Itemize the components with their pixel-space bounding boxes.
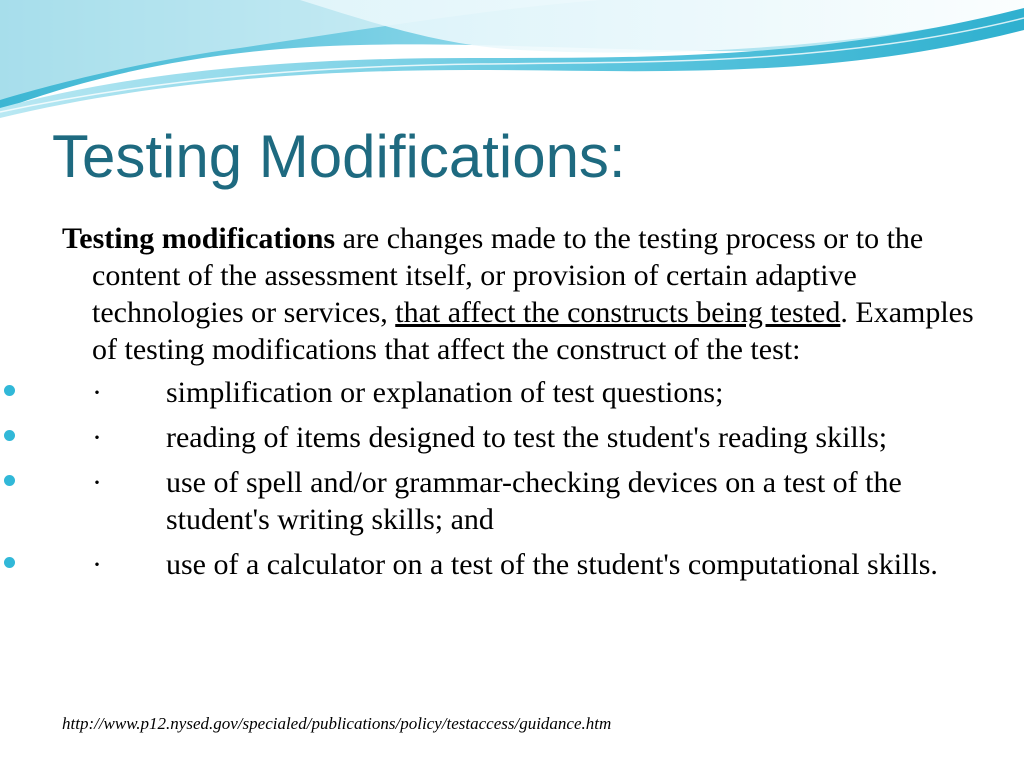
bullet-dot-icon [4,430,15,441]
list-item [62,546,982,583]
list-item [62,374,982,411]
intro-text-after: . Examples of testing modifications that affect the construct of the test: [92,296,974,366]
bullet-text: use of spell and/or grammar-checking devices on a test of the student's writing skills; and [166,466,902,536]
intro-text-before: are changes made to the testing process or to the content of the assessment itself, or provision of certain adaptive technologies or services, [92,222,924,329]
bullet-text: use of a calculator on a test of the student's computational skills. [166,548,938,581]
slide-title: Testing Modifications: [52,123,626,190]
middle-dot: · [92,548,102,581]
list-item [62,419,982,456]
bullet-dot-icon [4,385,15,396]
bullet-dot-icon [4,475,15,486]
intro-paragraph [62,220,982,368]
bullet-text: simplification or explanation of test questions; [166,376,724,409]
source-url: http://www.p12.nysed.gov/specialed/publications/policy/testaccess/guidance.htm [62,714,612,733]
intro-term: Testing modifications [62,222,336,255]
bullet-text: reading of items designed to test the student's reading skills; [166,421,888,454]
middle-dot: · [92,421,102,454]
intro-underlined-phrase: that affect the constructs being tested [395,296,841,329]
list-item [62,464,982,538]
middle-dot: · [92,376,102,409]
middle-dot: · [92,466,102,499]
slide-body [62,220,982,591]
bullet-dot-icon [4,557,15,568]
bullet-list [62,374,982,583]
wave-header-decoration [0,0,1024,120]
